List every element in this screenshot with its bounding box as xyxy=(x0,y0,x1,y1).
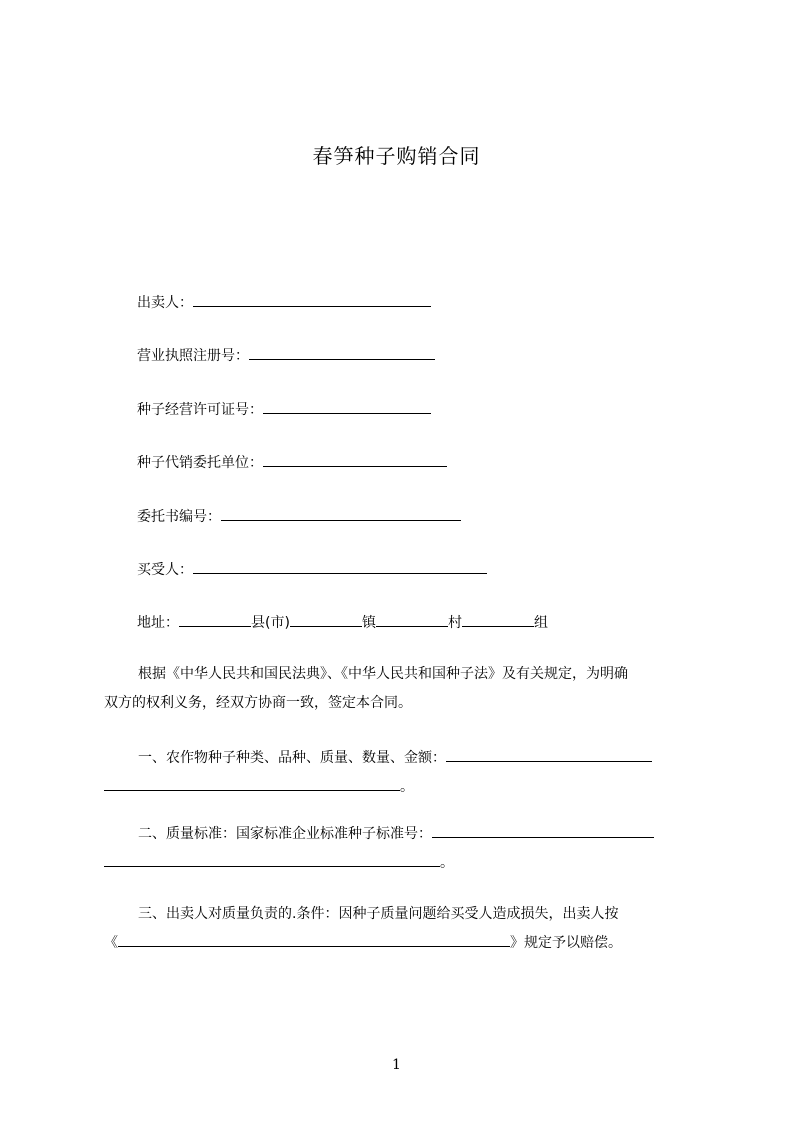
seed-permit-blank xyxy=(263,399,431,414)
entrust-no-label: 委托书编号： xyxy=(137,509,221,525)
clause-3 xyxy=(104,900,702,958)
document-title: 春笋种子购销合同 xyxy=(312,144,481,168)
clause-2-end: 。 xyxy=(440,855,454,871)
page-number: 1 xyxy=(392,1057,401,1073)
address-label: 地址： xyxy=(137,615,179,631)
intro-line-1: 根据《中华人民共和国民法典》、《中华人民共和国种子法》及有关规定，为明确 xyxy=(138,666,628,682)
clause-2-blank-b xyxy=(104,852,440,867)
seller-label: 出卖人： xyxy=(137,295,193,311)
license-no-field xyxy=(137,345,435,366)
agent-unit-label: 种子代销委托单位： xyxy=(137,455,263,471)
address-field xyxy=(137,612,548,633)
seller-field xyxy=(137,292,431,313)
entrust-no-blank xyxy=(221,506,461,521)
agent-unit-field xyxy=(137,452,447,473)
clause-1-blank-a xyxy=(446,747,652,762)
license-no-blank xyxy=(249,345,435,360)
buyer-label: 买受人： xyxy=(137,562,193,578)
address-group-label: 组 xyxy=(533,615,548,631)
address-village-label: 村 xyxy=(447,615,462,631)
intro-paragraph xyxy=(104,660,702,718)
clause-1-blank-b xyxy=(104,776,400,791)
clause-3-close: 》规定予以赔偿。 xyxy=(510,935,622,951)
clause-3-text: 三、出卖人对质量负责的.条件：因种子质量问题给买受人造成损失，出卖人按 xyxy=(138,906,619,922)
seller-blank xyxy=(193,292,431,307)
buyer-field xyxy=(137,559,487,580)
address-village-blank xyxy=(376,612,448,627)
agent-unit-blank xyxy=(263,452,447,467)
buyer-blank xyxy=(193,559,487,574)
clause-3-open: 《 xyxy=(104,935,118,951)
address-county-label: 县(市) xyxy=(251,615,290,631)
address-county-blank xyxy=(179,612,251,627)
license-no-label: 营业执照注册号： xyxy=(137,348,249,364)
address-town-label: 镇 xyxy=(361,615,376,631)
clause-2-blank-a xyxy=(432,823,654,838)
clause-1-end: 。 xyxy=(400,779,414,795)
entrust-no-field xyxy=(137,506,461,527)
address-town-blank xyxy=(290,612,362,627)
address-group-blank xyxy=(462,612,534,627)
clause-1 xyxy=(104,744,702,802)
clause-2 xyxy=(104,820,702,878)
clause-2-text: 二、质量标准：国家标准企业标准种子标准号： xyxy=(138,826,432,842)
seed-permit-label: 种子经营许可证号： xyxy=(137,402,263,418)
clause-1-text: 一、农作物种子种类、品种、质量、数量、金额： xyxy=(138,750,446,766)
seed-permit-field xyxy=(137,399,431,420)
clause-3-blank xyxy=(118,932,510,947)
intro-line-2: 双方的权利义务，经双方协商一致，签定本合同。 xyxy=(104,695,412,711)
